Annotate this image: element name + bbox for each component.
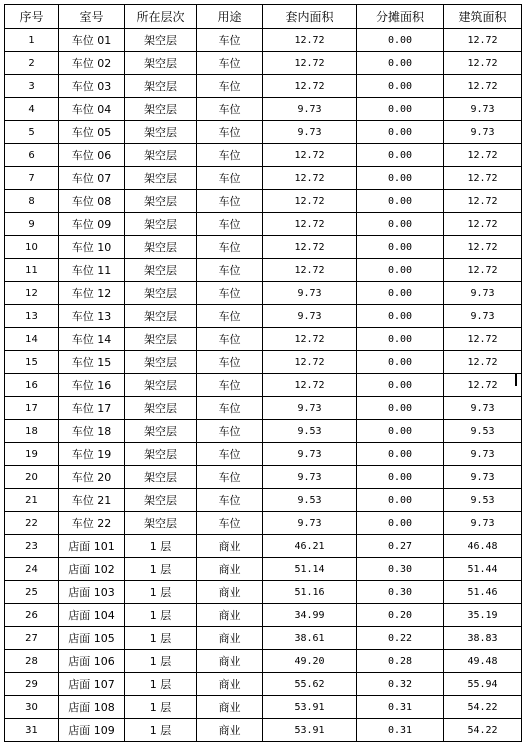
cell-seq: 1	[5, 29, 59, 52]
cell-usage: 车位	[197, 236, 263, 259]
header-room: 室号	[59, 5, 125, 29]
cell-seq: 13	[5, 305, 59, 328]
cell-room: 车位 21	[59, 489, 125, 512]
cell-shared-area: 0.00	[357, 282, 444, 305]
cell-room: 车位 12	[59, 282, 125, 305]
cell-room: 店面 107	[59, 673, 125, 696]
table-row	[5, 443, 522, 466]
cell-usage: 商业	[197, 719, 263, 742]
cell-seq: 27	[5, 627, 59, 650]
cell-inner-area: 46.21	[263, 535, 357, 558]
cell-shared-area: 0.00	[357, 259, 444, 282]
cell-room: 车位 03	[59, 75, 125, 98]
table-row	[5, 489, 522, 512]
cell-seq: 25	[5, 581, 59, 604]
cell-floor: 架空层	[125, 351, 197, 374]
cell-floor: 架空层	[125, 282, 197, 305]
cell-floor: 架空层	[125, 512, 197, 535]
cell-room: 车位 05	[59, 121, 125, 144]
cell-seq: 5	[5, 121, 59, 144]
cell-shared-area: 0.31	[357, 696, 444, 719]
cell-floor: 架空层	[125, 236, 197, 259]
cell-usage: 车位	[197, 420, 263, 443]
cell-floor: 架空层	[125, 52, 197, 75]
cell-room: 店面 109	[59, 719, 125, 742]
cell-floor: 1 层	[125, 535, 197, 558]
table-row	[5, 420, 522, 443]
cell-room: 车位 06	[59, 144, 125, 167]
cell-seq: 29	[5, 673, 59, 696]
cell-usage: 商业	[197, 535, 263, 558]
cell-room: 店面 108	[59, 696, 125, 719]
cell-seq: 23	[5, 535, 59, 558]
cell-room: 车位 15	[59, 351, 125, 374]
cell-inner-area: 53.91	[263, 719, 357, 742]
cell-inner-area: 9.73	[263, 512, 357, 535]
cell-inner-area: 12.72	[263, 374, 357, 397]
table-row	[5, 52, 522, 75]
cell-building-area: 49.48	[444, 650, 522, 673]
cell-floor: 架空层	[125, 144, 197, 167]
cell-usage: 车位	[197, 512, 263, 535]
cell-inner-area: 9.53	[263, 489, 357, 512]
cell-floor: 架空层	[125, 420, 197, 443]
cell-seq: 21	[5, 489, 59, 512]
table-row	[5, 351, 522, 374]
cell-shared-area: 0.22	[357, 627, 444, 650]
cell-room: 车位 07	[59, 167, 125, 190]
cell-inner-area: 12.72	[263, 29, 357, 52]
cell-building-area: 9.53	[444, 489, 522, 512]
cell-floor: 架空层	[125, 489, 197, 512]
cell-building-area: 9.73	[444, 121, 522, 144]
text-cursor-mark	[515, 374, 517, 386]
cell-shared-area: 0.00	[357, 144, 444, 167]
cell-usage: 车位	[197, 305, 263, 328]
cell-building-area: 12.72	[444, 190, 522, 213]
table-header	[5, 5, 522, 29]
table-row	[5, 650, 522, 673]
cell-usage: 车位	[197, 190, 263, 213]
header-inner-area: 套内面积	[263, 5, 357, 29]
cell-room: 车位 18	[59, 420, 125, 443]
cell-shared-area: 0.00	[357, 466, 444, 489]
cell-room: 车位 16	[59, 374, 125, 397]
cell-building-area: 12.72	[444, 52, 522, 75]
cell-room: 车位 08	[59, 190, 125, 213]
cell-building-area: 9.73	[444, 466, 522, 489]
cell-shared-area: 0.30	[357, 581, 444, 604]
cell-room: 店面 103	[59, 581, 125, 604]
cell-usage: 车位	[197, 29, 263, 52]
cell-building-area: 9.73	[444, 443, 522, 466]
cell-inner-area: 53.91	[263, 696, 357, 719]
cell-usage: 商业	[197, 627, 263, 650]
cell-seq: 17	[5, 397, 59, 420]
cell-inner-area: 9.73	[263, 98, 357, 121]
table-row	[5, 604, 522, 627]
cell-shared-area: 0.00	[357, 167, 444, 190]
cell-floor: 1 层	[125, 673, 197, 696]
cell-floor: 1 层	[125, 558, 197, 581]
table-row	[5, 696, 522, 719]
table-row	[5, 673, 522, 696]
cell-building-area: 51.44	[444, 558, 522, 581]
header-building-area: 建筑面积	[444, 5, 522, 29]
header-floor: 所在层次	[125, 5, 197, 29]
cell-shared-area: 0.00	[357, 443, 444, 466]
cell-shared-area: 0.00	[357, 397, 444, 420]
cell-seq: 2	[5, 52, 59, 75]
cell-floor: 1 层	[125, 650, 197, 673]
cell-seq: 10	[5, 236, 59, 259]
cell-seq: 9	[5, 213, 59, 236]
cell-building-area: 35.19	[444, 604, 522, 627]
cell-inner-area: 12.72	[263, 259, 357, 282]
cell-usage: 商业	[197, 696, 263, 719]
cell-seq: 28	[5, 650, 59, 673]
cell-room: 车位 13	[59, 305, 125, 328]
cell-usage: 商业	[197, 558, 263, 581]
cell-seq: 26	[5, 604, 59, 627]
header-seq: 序号	[5, 5, 59, 29]
table-row	[5, 259, 522, 282]
cell-seq: 3	[5, 75, 59, 98]
header-shared-area: 分摊面积	[357, 5, 444, 29]
cell-usage: 车位	[197, 144, 263, 167]
cell-usage: 商业	[197, 650, 263, 673]
table-row	[5, 29, 522, 52]
cell-inner-area: 9.73	[263, 466, 357, 489]
cell-seq: 8	[5, 190, 59, 213]
cell-room: 车位 14	[59, 328, 125, 351]
cell-building-area: 55.94	[444, 673, 522, 696]
cell-room: 车位 04	[59, 98, 125, 121]
cell-floor: 架空层	[125, 190, 197, 213]
cell-inner-area: 9.73	[263, 305, 357, 328]
cell-room: 车位 02	[59, 52, 125, 75]
cell-floor: 架空层	[125, 374, 197, 397]
cell-floor: 1 层	[125, 581, 197, 604]
cell-shared-area: 0.00	[357, 190, 444, 213]
cell-usage: 车位	[197, 351, 263, 374]
cell-inner-area: 9.73	[263, 397, 357, 420]
cell-building-area: 9.73	[444, 512, 522, 535]
cell-room: 店面 102	[59, 558, 125, 581]
cell-shared-area: 0.00	[357, 489, 444, 512]
cell-seq: 15	[5, 351, 59, 374]
cell-building-area: 12.72	[444, 374, 522, 397]
cell-usage: 车位	[197, 328, 263, 351]
cell-shared-area: 0.28	[357, 650, 444, 673]
cell-shared-area: 0.00	[357, 236, 444, 259]
cell-inner-area: 51.16	[263, 581, 357, 604]
cell-shared-area: 0.00	[357, 213, 444, 236]
cell-shared-area: 0.32	[357, 673, 444, 696]
cell-building-area: 9.53	[444, 420, 522, 443]
cell-floor: 1 层	[125, 719, 197, 742]
cell-inner-area: 38.61	[263, 627, 357, 650]
cell-floor: 架空层	[125, 75, 197, 98]
cell-inner-area: 12.72	[263, 52, 357, 75]
cell-floor: 1 层	[125, 604, 197, 627]
cell-seq: 19	[5, 443, 59, 466]
cell-floor: 架空层	[125, 466, 197, 489]
cell-seq: 30	[5, 696, 59, 719]
cell-building-area: 12.72	[444, 144, 522, 167]
cell-inner-area: 12.72	[263, 190, 357, 213]
cell-floor: 架空层	[125, 29, 197, 52]
table-row	[5, 581, 522, 604]
cell-floor: 1 层	[125, 696, 197, 719]
cell-shared-area: 0.00	[357, 52, 444, 75]
table-row	[5, 121, 522, 144]
cell-seq: 20	[5, 466, 59, 489]
cell-building-area: 9.73	[444, 305, 522, 328]
cell-building-area: 12.72	[444, 351, 522, 374]
cell-inner-area: 12.72	[263, 213, 357, 236]
cell-inner-area: 12.72	[263, 75, 357, 98]
cell-inner-area: 51.14	[263, 558, 357, 581]
cell-seq: 12	[5, 282, 59, 305]
cell-inner-area: 49.20	[263, 650, 357, 673]
cell-room: 店面 106	[59, 650, 125, 673]
cell-floor: 架空层	[125, 328, 197, 351]
cell-building-area: 12.72	[444, 328, 522, 351]
cell-floor: 架空层	[125, 259, 197, 282]
cell-usage: 车位	[197, 466, 263, 489]
cell-floor: 架空层	[125, 121, 197, 144]
cell-seq: 11	[5, 259, 59, 282]
cell-seq: 14	[5, 328, 59, 351]
cell-usage: 车位	[197, 259, 263, 282]
cell-building-area: 51.46	[444, 581, 522, 604]
cell-floor: 架空层	[125, 167, 197, 190]
cell-shared-area: 0.00	[357, 305, 444, 328]
cell-seq: 24	[5, 558, 59, 581]
cell-floor: 架空层	[125, 213, 197, 236]
cell-inner-area: 9.73	[263, 443, 357, 466]
table-row	[5, 328, 522, 351]
cell-room: 店面 101	[59, 535, 125, 558]
cell-usage: 车位	[197, 443, 263, 466]
cell-building-area: 9.73	[444, 98, 522, 121]
cell-building-area: 12.72	[444, 236, 522, 259]
cell-floor: 架空层	[125, 98, 197, 121]
cell-shared-area: 0.00	[357, 121, 444, 144]
table-row	[5, 535, 522, 558]
cell-room: 车位 09	[59, 213, 125, 236]
cell-room: 车位 19	[59, 443, 125, 466]
cell-usage: 车位	[197, 98, 263, 121]
cell-seq: 4	[5, 98, 59, 121]
header-usage: 用途	[197, 5, 263, 29]
cell-usage: 商业	[197, 581, 263, 604]
cell-building-area: 12.72	[444, 75, 522, 98]
cell-floor: 架空层	[125, 397, 197, 420]
cell-inner-area: 12.72	[263, 236, 357, 259]
cell-usage: 车位	[197, 374, 263, 397]
cell-usage: 车位	[197, 213, 263, 236]
cell-shared-area: 0.00	[357, 328, 444, 351]
cell-room: 车位 17	[59, 397, 125, 420]
cell-seq: 31	[5, 719, 59, 742]
table-row	[5, 282, 522, 305]
cell-inner-area: 12.72	[263, 167, 357, 190]
cell-inner-area: 12.72	[263, 351, 357, 374]
cell-usage: 商业	[197, 604, 263, 627]
cell-usage: 车位	[197, 167, 263, 190]
cell-building-area: 54.22	[444, 696, 522, 719]
cell-shared-area: 0.30	[357, 558, 444, 581]
cell-building-area: 9.73	[444, 282, 522, 305]
cell-floor: 架空层	[125, 443, 197, 466]
cell-seq: 7	[5, 167, 59, 190]
cell-shared-area: 0.20	[357, 604, 444, 627]
table-row	[5, 236, 522, 259]
cell-shared-area: 0.00	[357, 351, 444, 374]
cell-inner-area: 12.72	[263, 144, 357, 167]
cell-building-area: 54.22	[444, 719, 522, 742]
table-row	[5, 98, 522, 121]
table-body	[5, 29, 522, 742]
table-row	[5, 719, 522, 742]
cell-shared-area: 0.00	[357, 420, 444, 443]
cell-inner-area: 34.99	[263, 604, 357, 627]
cell-room: 车位 01	[59, 29, 125, 52]
cell-seq: 6	[5, 144, 59, 167]
cell-inner-area: 9.53	[263, 420, 357, 443]
table-row	[5, 397, 522, 420]
table-row	[5, 374, 522, 397]
cell-usage: 车位	[197, 52, 263, 75]
table-row	[5, 305, 522, 328]
cell-floor: 1 层	[125, 627, 197, 650]
cell-building-area: 12.72	[444, 29, 522, 52]
cell-building-area: 9.73	[444, 397, 522, 420]
cell-room: 车位 20	[59, 466, 125, 489]
cell-usage: 车位	[197, 75, 263, 98]
cell-room: 店面 105	[59, 627, 125, 650]
cell-inner-area: 9.73	[263, 121, 357, 144]
table-row	[5, 466, 522, 489]
cell-building-area: 12.72	[444, 167, 522, 190]
cell-room: 车位 22	[59, 512, 125, 535]
table-row	[5, 144, 522, 167]
cell-shared-area: 0.00	[357, 29, 444, 52]
table-row	[5, 75, 522, 98]
table-row	[5, 167, 522, 190]
cell-usage: 车位	[197, 121, 263, 144]
cell-inner-area: 9.73	[263, 282, 357, 305]
cell-shared-area: 0.00	[357, 374, 444, 397]
header-row	[5, 5, 522, 29]
cell-shared-area: 0.31	[357, 719, 444, 742]
cell-room: 车位 11	[59, 259, 125, 282]
cell-shared-area: 0.27	[357, 535, 444, 558]
cell-shared-area: 0.00	[357, 98, 444, 121]
cell-room: 车位 10	[59, 236, 125, 259]
cell-usage: 商业	[197, 673, 263, 696]
cell-building-area: 46.48	[444, 535, 522, 558]
cell-seq: 22	[5, 512, 59, 535]
table-row	[5, 213, 522, 236]
table-row	[5, 627, 522, 650]
table-row	[5, 558, 522, 581]
table-row	[5, 190, 522, 213]
cell-building-area: 38.83	[444, 627, 522, 650]
cell-inner-area: 12.72	[263, 328, 357, 351]
cell-floor: 架空层	[125, 305, 197, 328]
area-table	[4, 4, 522, 742]
cell-seq: 16	[5, 374, 59, 397]
cell-shared-area: 0.00	[357, 512, 444, 535]
cell-usage: 车位	[197, 489, 263, 512]
cell-room: 店面 104	[59, 604, 125, 627]
cell-shared-area: 0.00	[357, 75, 444, 98]
cell-building-area: 12.72	[444, 213, 522, 236]
cell-usage: 车位	[197, 282, 263, 305]
table-row	[5, 512, 522, 535]
cell-inner-area: 55.62	[263, 673, 357, 696]
cell-building-area: 12.72	[444, 259, 522, 282]
cell-usage: 车位	[197, 397, 263, 420]
cell-seq: 18	[5, 420, 59, 443]
